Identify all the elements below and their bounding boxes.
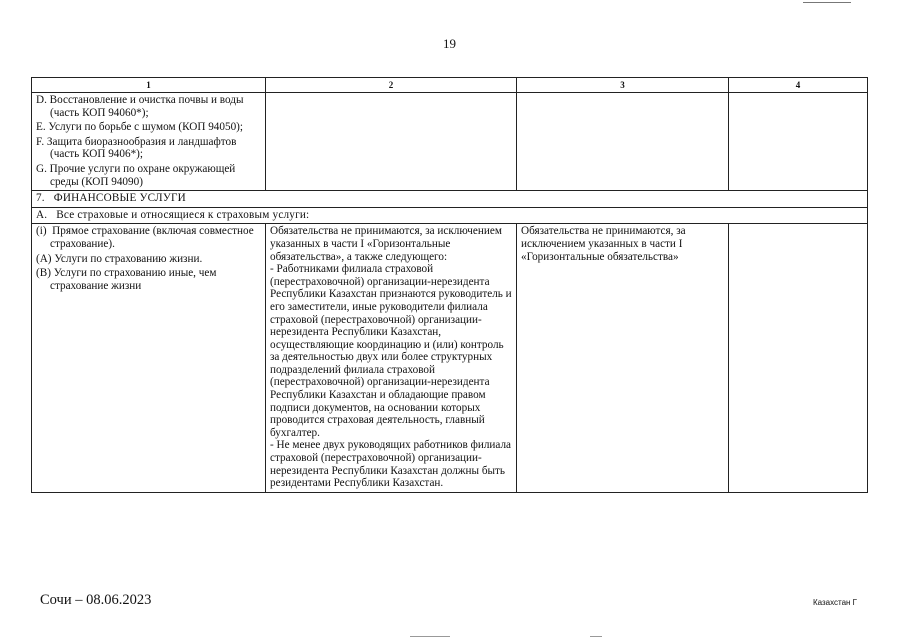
empty-cell — [517, 93, 729, 191]
empty-cell — [729, 224, 868, 492]
section-row — [32, 191, 868, 208]
insurance-item-b: (B) Услуги по страхованию иные, чем страхование жизни — [36, 267, 217, 292]
empty-cell — [729, 93, 868, 191]
empty-cell — [266, 93, 517, 191]
environmental-services-cell — [32, 93, 266, 191]
market-access-point-2: - Не менее двух руководящих работников филиала страховой (перестраховочной) организации-нерезидента Республики Казахстан должны быть резидентами Республики Казахстан. — [270, 439, 512, 490]
column-header-2: 2 — [266, 78, 517, 93]
service-item-e: E. Услуги по борьбе с шумом (КОП 94050); — [36, 121, 244, 134]
footer-place-date: Сочи – 08.06.2023 — [40, 592, 152, 608]
page-number: 19 — [443, 36, 456, 51]
footer-country-mark: Казахстан Г — [812, 598, 857, 607]
market-access-cell — [266, 224, 517, 492]
column-header-4: 4 — [729, 78, 868, 93]
insurance-item-i: (i) Прямое страхование (включая совместное страхование). — [36, 225, 257, 250]
national-treatment-text: Обязательства не принимаются, за исключением указанных в части I «Горизонтальные обязательства» — [521, 225, 686, 263]
column-number-row — [32, 78, 868, 93]
insurance-item-a: (A) Услуги по страхованию жизни. — [36, 252, 203, 265]
section-title-financial-services: 7. ФИНАНСОВЫЕ УСЛУГИ — [32, 191, 868, 208]
national-treatment-cell — [517, 224, 729, 492]
column-header-3: 3 — [517, 78, 729, 93]
schedule-table — [31, 77, 868, 493]
scan-mark — [410, 636, 450, 637]
service-item-d: D. Восстановление и очистка почвы и воды (часть КОП 94060*); — [36, 94, 244, 119]
insurance-row — [32, 224, 868, 492]
service-item-f: F. Защита биоразнообразия и ландшафтов (часть КОП 9406*); — [36, 135, 237, 161]
subsection-title-insurance: A. Все страховые и относящиеся к страховым услуги: — [32, 207, 868, 224]
environmental-services-row — [32, 93, 868, 191]
market-access-intro: Обязательства не принимаются, за исключением указанных в части I «Горизонтальные обязательства», а также следующего: — [270, 225, 502, 263]
market-access-point-1: - Работниками филиала страховой (перестраховочной) организации-нерезидента Республики Казахстан признаются руководитель и его заместители, иные руководители филиала страховой (перестраховочной) организации-нерезидента Республики Казахстан, осуществляющие координацию и (или) контроль за деятельностью двух или более структурных подразделений филиала страховой (перестраховочной) организации-нерезидента Республики Казахстан и обладающие правом подписи документов, на основании которых проводится страховая деятельность, главный бухгалтер. — [270, 263, 512, 439]
insurance-items-cell — [32, 224, 266, 492]
top-rule — [803, 2, 851, 3]
service-item-g: G. Прочие услуги по охране окружающей среды (КОП 94090) — [36, 162, 236, 188]
column-header-1: 1 — [32, 78, 266, 93]
subsection-row — [32, 207, 868, 224]
scan-mark — [590, 636, 602, 637]
